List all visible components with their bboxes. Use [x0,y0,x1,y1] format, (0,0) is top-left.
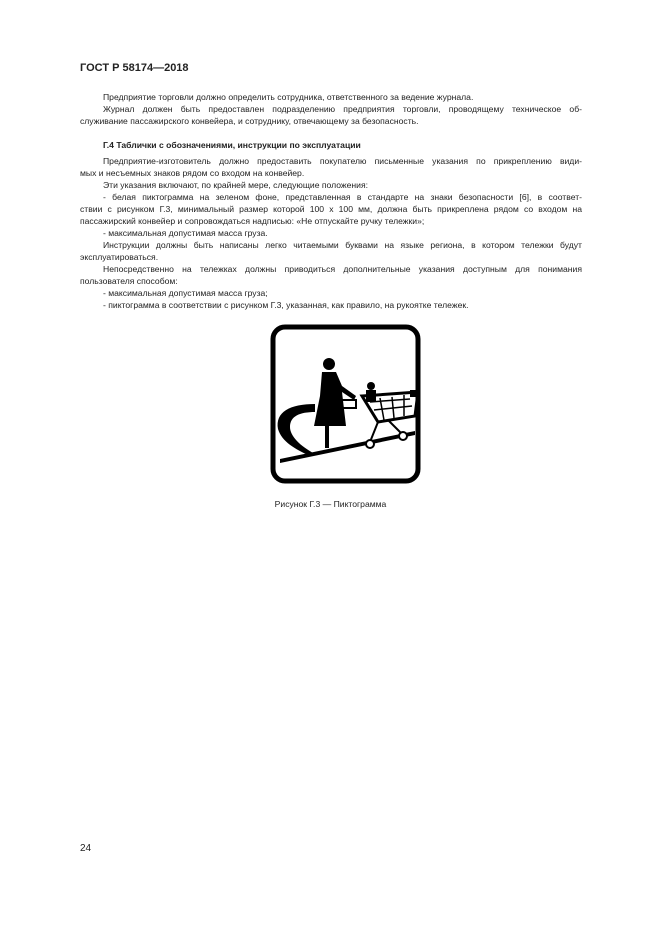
paragraph-line: Эти указания включают, по крайней мере, следующие положения: [103,180,369,190]
paragraph-line: эксплуатироваться. [80,252,159,262]
paragraph-line: ствии с рисунком Г.3, минимальный размер которой 100 х 100 мм, должна быть прикреплена рядом со входом на [80,204,582,214]
paragraph-line: Предприятие-изготовитель должно предоставить покупателю письменные указания по прикреплению види- [103,156,582,166]
paragraph-line: - максимальная допустимая масса груза; [103,288,268,298]
cart-escalator-pictogram [270,324,421,484]
paragraph-line: мых и несъемных знаков рядом со входом на конвейер. [80,168,305,178]
page-number: 24 [80,843,92,854]
paragraph-line: пользователя способом: [80,276,178,286]
paragraph-line: - максимальная допустимая масса груза. [103,228,268,238]
paragraph-line: - белая пиктограмма на зеленом фоне, представленная в стандарте на знаки безопасности [6], в соответ- [103,192,582,202]
paragraph-line: - пиктограмма в соответствии с рисунком Г.3, указанная, как правило, на рукоятке тележек. [103,300,469,310]
paragraph-line: Непосредственно на тележках должны приводиться дополнительные указания доступным для понимания [103,264,582,274]
paragraph-line: пассажирский конвейер и сопровождаться надписью: «Не отпускайте ручку тележки»; [80,216,425,226]
document-header: ГОСТ Р 58174—2018 [80,62,189,74]
figure-caption: Рисунок Г.3 — Пиктограмма [274,499,387,509]
paragraph-line: Инструкции должны быть написаны легко читаемыми буквами на языке региона, в котором тележки будут [103,240,582,250]
paragraph-line: Журнал должен быть предоставлен подразделению предприятия торговли, проводящему техническое об- [103,104,582,114]
paragraph-line: Предприятие торговли должно определить сотрудника, ответственного за ведение журнала. [103,92,474,102]
section-heading: Г.4 Таблички с обозначениями, инструкции по эксплуатации [103,140,361,150]
paragraph-line: служивание пассажирского конвейера, и сотруднику, отвечающему за безопасность. [80,116,419,126]
